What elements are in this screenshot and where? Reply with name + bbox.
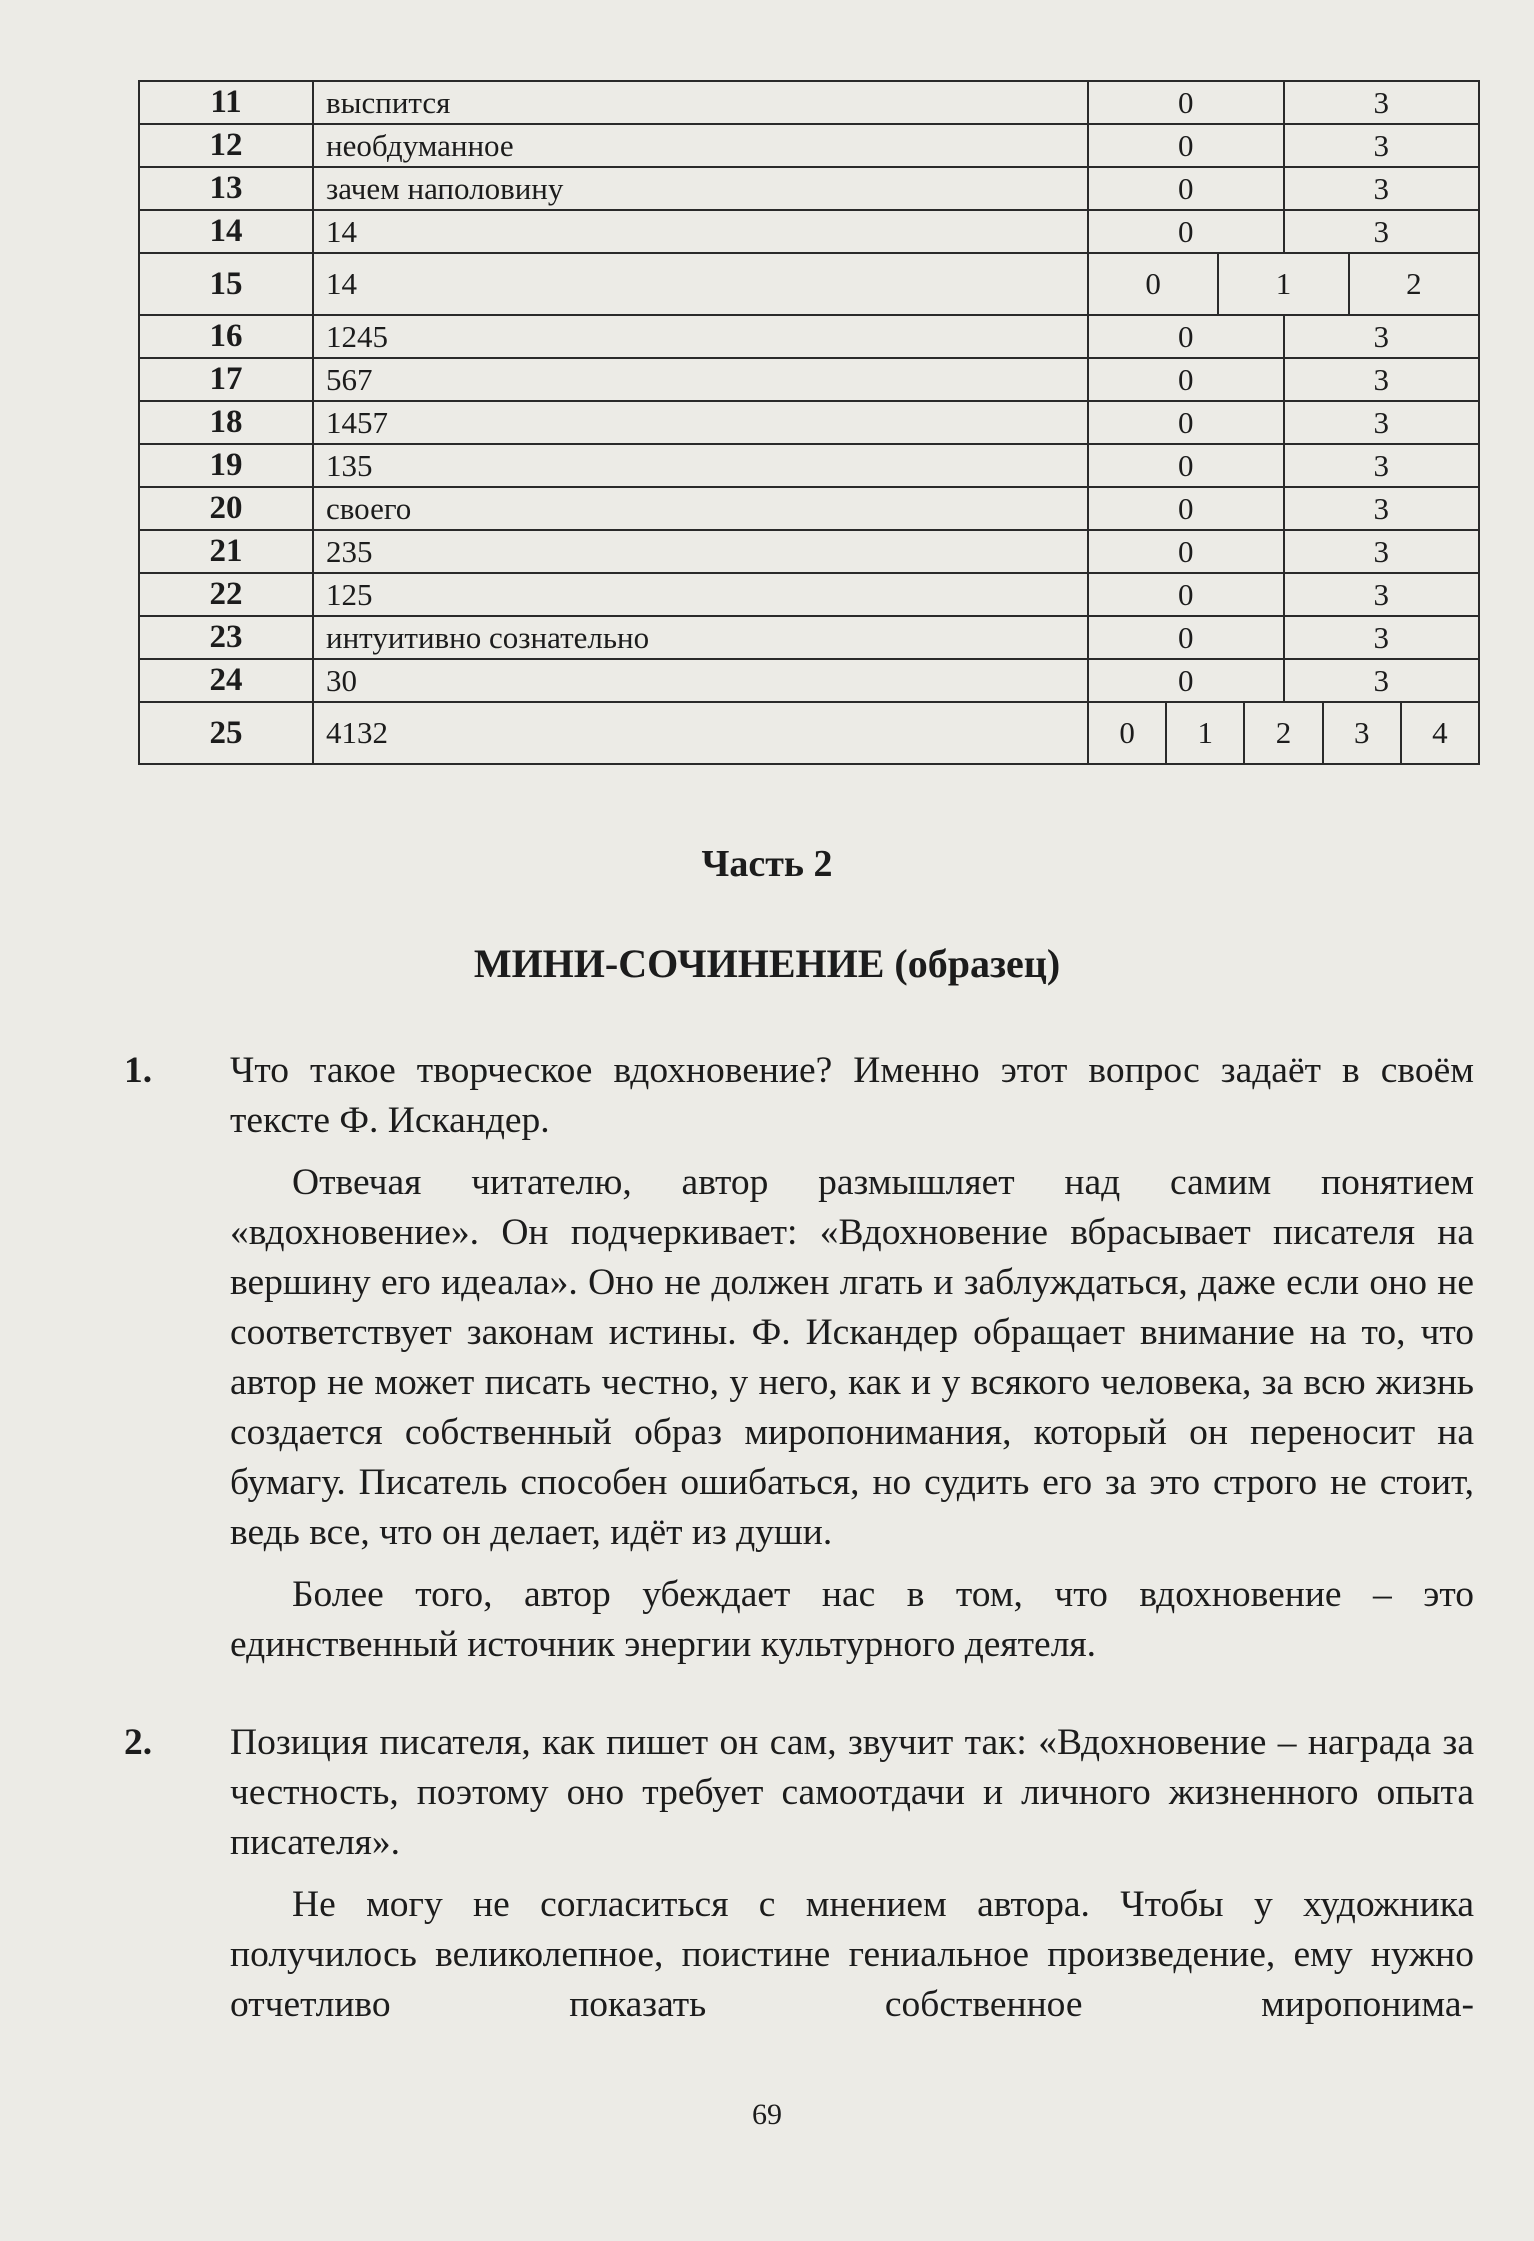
task-number: 13 <box>139 167 313 210</box>
score-value: 0 <box>1178 361 1194 397</box>
table-row <box>139 81 1479 124</box>
score-cell <box>1088 124 1479 167</box>
table-row <box>139 487 1479 530</box>
task-number: 15 <box>139 253 313 315</box>
score-cell <box>1088 616 1479 659</box>
answer-cell: интуитивно сознательно <box>313 616 1088 659</box>
score-value: 3 <box>1283 660 1479 701</box>
score-value: 3 <box>1283 82 1479 123</box>
score-value: 0 <box>1178 318 1194 354</box>
score-value: 0 <box>1178 533 1194 569</box>
answer-cell: 1457 <box>313 401 1088 444</box>
score-value: 2 <box>1348 254 1478 314</box>
score-value: 4 <box>1400 703 1478 763</box>
score-value: 1 <box>1217 254 1347 314</box>
score-value: 3 <box>1283 125 1479 166</box>
essay-title: МИНИ-СОЧИНЕНИЕ (образец) <box>473 941 1061 986</box>
score-cell <box>1088 573 1479 616</box>
score-value: 3 <box>1283 211 1479 252</box>
task-number: 16 <box>139 315 313 358</box>
score-value: 3 <box>1283 488 1479 529</box>
answer-cell: 1245 <box>313 315 1088 358</box>
score-value: 0 <box>1178 490 1194 526</box>
score-cell <box>1088 702 1479 764</box>
item-number: 1. <box>124 1050 153 1091</box>
paragraph: Отвечая читателю, автор размышляет над самим понятием «вдохновение». Он подчеркивает: «Вдохновение вбрасывает писателя на вершину его идеала». Оно не должен лгать и заблуждаться, даже если оно не соответствует законам истины. Ф. Искандер обращает внимание на то, что автор не может писать честно, у него, как и у всякого человека, за всю жизнь создается собственный образ миропонимания, который он переносит на бумагу. Писатель способен ошибаться, но судить его за это строго не стоит, ведь все, что он делает, идёт из души. <box>230 1162 1474 1553</box>
score-value: 0 <box>1178 662 1194 698</box>
answer-cell: 4132 <box>313 702 1088 764</box>
score-cell <box>1088 81 1479 124</box>
answer-cell: 235 <box>313 530 1088 573</box>
paragraph: Не могу не согласиться с мнением автора. Чтобы у художника получилось великолепное, поистине гениальное произведение, ему нужно отчетливо показать собственное миропонима- <box>230 1884 1474 2025</box>
table-row <box>139 573 1479 616</box>
score-value: 0 <box>1178 127 1194 163</box>
table-row <box>139 444 1479 487</box>
part-title: Часть 2 <box>701 843 833 885</box>
score-cell <box>1088 210 1479 253</box>
score-cell <box>1088 358 1479 401</box>
score-value: 3 <box>1283 617 1479 658</box>
score-value: 2 <box>1243 703 1321 763</box>
essay-item <box>124 1718 1474 2042</box>
table-row <box>139 702 1479 764</box>
table-row <box>139 530 1479 573</box>
score-cell <box>1088 444 1479 487</box>
paragraph: Позиция писателя, как пишет он сам, звучит так: «Вдохновение – награда за честность, поэтому оно требует самоотдачи и личного жизненного опыта писателя». <box>230 1722 1474 1863</box>
table-row <box>139 167 1479 210</box>
score-value: 0 <box>1178 84 1194 120</box>
score-value: 0 <box>1178 170 1194 206</box>
score-value: 0 <box>1178 576 1194 612</box>
score-value: 3 <box>1283 359 1479 400</box>
score-value: 0 <box>1178 447 1194 483</box>
task-number: 17 <box>139 358 313 401</box>
table-row <box>139 253 1479 315</box>
item-text <box>230 1718 1474 2042</box>
item-text <box>230 1046 1474 1682</box>
score-cell <box>1088 530 1479 573</box>
score-value: 3 <box>1283 168 1479 209</box>
task-number: 11 <box>139 81 313 124</box>
score-value: 3 <box>1283 445 1479 486</box>
answer-cell: зачем наполовину <box>313 167 1088 210</box>
table-row <box>139 210 1479 253</box>
task-number: 23 <box>139 616 313 659</box>
score-value: 3 <box>1283 402 1479 443</box>
score-cell <box>1088 253 1479 315</box>
essay-body <box>124 1046 1474 2078</box>
score-value: 0 <box>1178 404 1194 440</box>
paragraph: Что такое творческое вдохновение? Именно этот вопрос задаёт в своём тексте Ф. Искандер. <box>230 1050 1474 1141</box>
paragraph: Более того, автор убеждает нас в том, что вдохновение – это единственный источник энергии культурного деятеля. <box>230 1574 1474 1665</box>
score-cell <box>1088 487 1479 530</box>
answer-cell: 14 <box>313 210 1088 253</box>
score-cell <box>1088 315 1479 358</box>
task-number: 19 <box>139 444 313 487</box>
task-number: 18 <box>139 401 313 444</box>
task-number: 25 <box>139 702 313 764</box>
score-value: 0 <box>1178 619 1194 655</box>
table-row <box>139 315 1479 358</box>
table-row <box>139 659 1479 702</box>
score-value: 3 <box>1283 531 1479 572</box>
score-value: 3 <box>1283 316 1479 357</box>
essay-item <box>124 1046 1474 1682</box>
page-number: 69 <box>752 2098 782 2131</box>
answer-cell: 14 <box>313 253 1088 315</box>
task-number: 24 <box>139 659 313 702</box>
task-number: 22 <box>139 573 313 616</box>
answer-cell: необдуманное <box>313 124 1088 167</box>
task-number: 21 <box>139 530 313 573</box>
score-value: 0 <box>1145 266 1161 301</box>
answer-cell: своего <box>313 487 1088 530</box>
answer-key-table <box>138 80 1480 765</box>
answer-cell: 125 <box>313 573 1088 616</box>
table-row <box>139 358 1479 401</box>
score-cell <box>1088 167 1479 210</box>
score-value: 0 <box>1119 715 1135 750</box>
table-row <box>139 616 1479 659</box>
score-value: 3 <box>1322 703 1400 763</box>
table-row <box>139 401 1479 444</box>
table-row <box>139 124 1479 167</box>
task-number: 12 <box>139 124 313 167</box>
answer-cell: 30 <box>313 659 1088 702</box>
score-cell <box>1088 659 1479 702</box>
score-value: 1 <box>1165 703 1243 763</box>
task-number: 20 <box>139 487 313 530</box>
score-cell <box>1088 401 1479 444</box>
answer-cell: выспится <box>313 81 1088 124</box>
item-number: 2. <box>124 1722 153 1763</box>
task-number: 14 <box>139 210 313 253</box>
score-value: 3 <box>1283 574 1479 615</box>
answer-cell: 135 <box>313 444 1088 487</box>
answer-cell: 567 <box>313 358 1088 401</box>
score-value: 0 <box>1178 213 1194 249</box>
